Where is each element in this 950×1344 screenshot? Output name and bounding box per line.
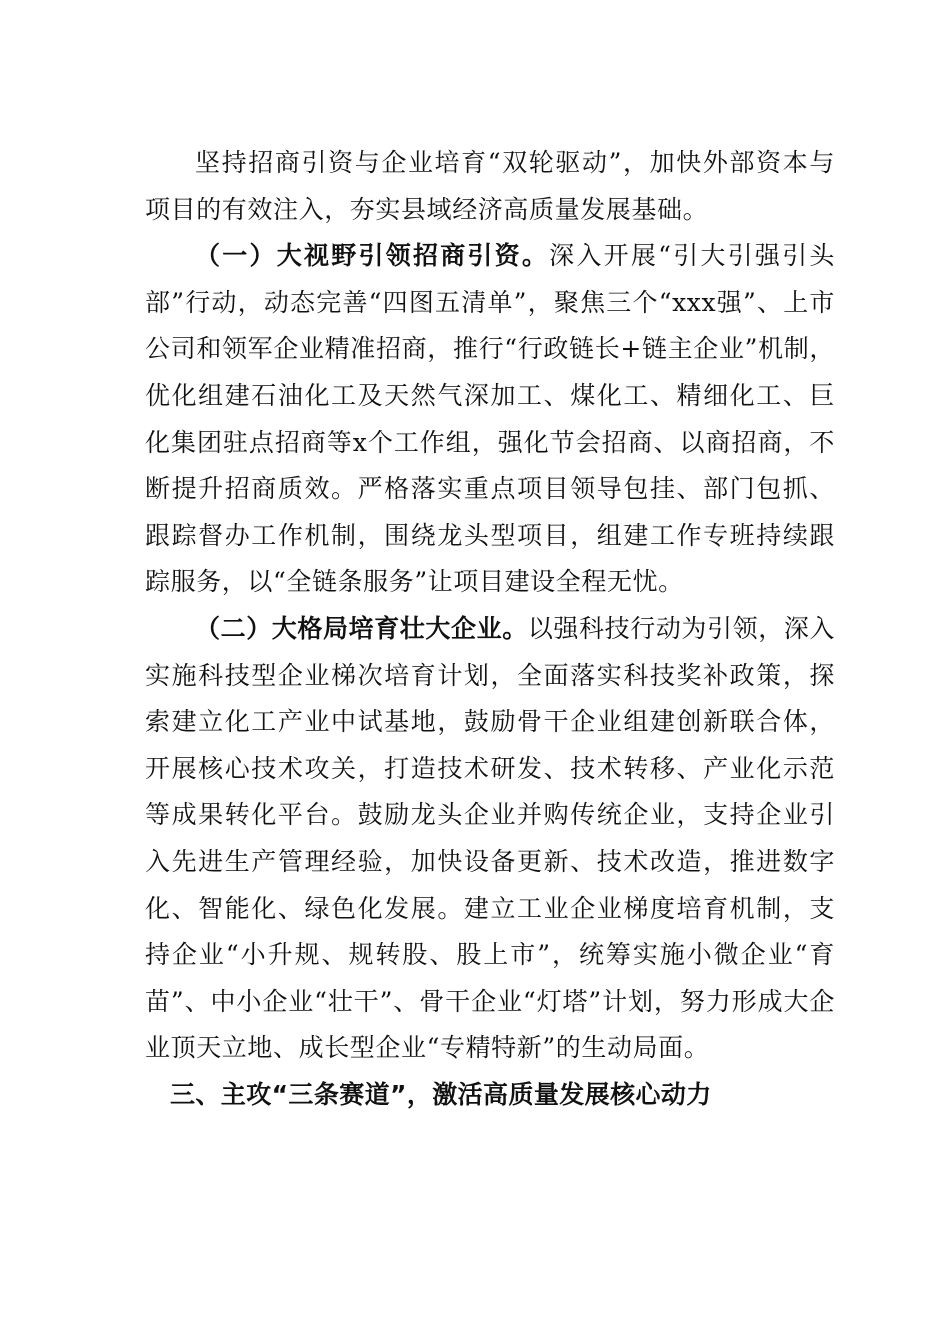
paragraph-enterprise-lead: （二）大格局培育壮大企业。 — [195, 613, 528, 643]
paragraph-investment-lead: （一）大视野引领招商引资。 — [195, 241, 550, 271]
paragraph-intro — [145, 140, 835, 233]
paragraph-enterprise-text: 以强科技行动为引领，深入实施科技型企业梯次培育计划，全面落实科技奖补政策，探索建立化工产业中试基地，鼓励骨干企业组建创新联合体，开展核心技术攻关，打造技术研发、技术转移、产业化示范等成果转化平台。鼓励龙头企业并购传统企业，支持企业引入先进生产管理经验，加快设备更新、技术改造，推进数字化、智能化、绿色化发展。建立工业企业梯度培育机制，支持企业“小升规、规转股、股上市”，统筹实施小微企业“育苗”、中小企业“壮干”、骨干企业“灯塔”计划，努力形成大企业顶天立地、成长型企业“专精特新”的生动局面。 — [145, 613, 836, 1063]
paragraph-enterprise — [145, 606, 835, 1072]
paragraph-investment-text: 深入开展“引大引强引头部”行动，动态完善“四图五清单”，聚焦三个“xxx强”、上市公司和领军企业精准招商，推行“行政链长+链主企业”机制，优化组建石油化工及天然气深加工、煤化工、精细化工、巨化集团驻点招商等x个工作组，强化节会招商、以商招商，不断提升招商质效。严格落实重点项目领导包挂、部门包抓、跟踪督办工作机制，围绕龙头型项目，组建工作专班持续跟踪服务，以“全链条服务”让项目建设全程无忧。 — [145, 241, 835, 597]
paragraph-investment — [145, 233, 835, 606]
document-body — [145, 140, 835, 1118]
paragraph-intro-text: 坚持招商引资与企业培育“双轮驱动”，加快外部资本与项目的有效注入，夯实县域经济高质量发展基础。 — [145, 148, 835, 224]
section-heading: 三、主攻“三条赛道”，激活高质量发展核心动力 — [170, 1079, 712, 1109]
